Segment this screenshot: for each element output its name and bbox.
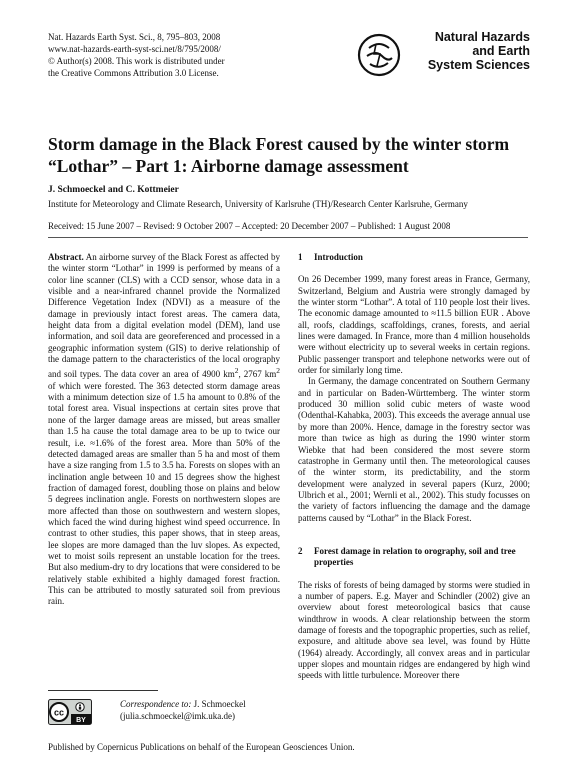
- abstract-text-b: , 2767 km: [238, 369, 277, 380]
- publisher-footer: Published by Copernicus Publications on behalf of the European Geosciences Union.: [48, 742, 355, 752]
- paper-title: [48, 133, 538, 177]
- section2-title-line1: Forest damage in relation to orography, soil and tree: [314, 545, 516, 556]
- journal-name-line3: System Sciences: [427, 58, 530, 72]
- authors: J. Schmoeckel and C. Kottmeier: [48, 185, 179, 195]
- section2-paragraph1: The risks of forests of being damaged by storms were studied in a number of papers. E.g. Mayer and Schindler (2002) give an overview about forest meteorological basics that cause windthrow in woods. A clear relationship between the storm damage of forests and the topographic properties, such as relief, exposure, and altitude above sea level, was found by Hütte (1964) already. Accordingly, all convex areas and in particular upper slopes and mountain ridges are endangered by high wind speeds with little turbulence. Moreover there: [298, 579, 530, 681]
- correspondence-divider: [48, 690, 158, 691]
- header-divider: [48, 237, 528, 238]
- section1-heading: [298, 252, 530, 263]
- svg-text:cc: cc: [53, 707, 65, 718]
- body-column: [298, 252, 530, 682]
- abstract-text-c: of which were forested. The 363 detected storm damage areas with a minimum detection size of 1.5 ha amount to 0.8% of the total forest area. Visual inspections at certain sites prove that none of the larger damage areas are missed, but areas smaller than 1.5 ha cause the total damage area to be up to twice our result, i.e. ≈1.6% of the forest area. More than 50% of the detected damaged areas are smaller than 5 ha and most of them have a size ranging from 1.5 to 3.5 ha. Forests on slopes with an inclination angle between 10 and 15 degrees show the highest fraction of damaged forest, doubling those on plains and below 5 degrees inclination angle. Forests on northwestern slopes are more affected than those on southwestern and western slopes, which faced the wind during highest wind speed occurrence. In contrast to other studies, this paper shows, that in steep areas, lee slopes are more damaged than the luv slopes. As expected, wet to moist soils represent an unstable location for the trees. But also medium-dry to dry locations that were considered to be relatively stable exhibited a highly damaged forest fraction. This can be attributed to mostly saturated soil from previous rain.: [48, 380, 280, 607]
- url-line: www.nat-hazards-earth-syst-sci.net/8/795/2008/: [48, 44, 221, 54]
- section1-number: 1: [298, 252, 303, 262]
- section2-number: 2: [298, 545, 303, 556]
- journal-name-line2: and Earth: [472, 44, 530, 58]
- section2-heading: [298, 546, 530, 569]
- copyright-line: © Author(s) 2008. This work is distributed under: [48, 56, 225, 66]
- abstract-column: [48, 252, 280, 608]
- journal-logo-icon: [356, 32, 402, 78]
- creative-commons-license-icon: [48, 699, 92, 725]
- section2-title-line2: properties: [314, 557, 354, 568]
- license-line: the Creative Commons Attribution 3.0 License.: [48, 68, 219, 78]
- journal-name-line1: Natural Hazards: [434, 30, 530, 44]
- journal-name: [400, 30, 530, 72]
- abstract-sup-2: 2: [276, 366, 280, 376]
- correspondence-name: J. Schmoeckel: [193, 699, 246, 709]
- paper-title-line2: “Lothar” – Part 1: Airborne damage assessment: [48, 156, 409, 176]
- citation-line: Nat. Hazards Earth Syst. Sci., 8, 795–803, 2008: [48, 32, 221, 42]
- abstract-text-a: An airborne survey of the Black Forest as affected by the winter storm “Lothar” in 1999 is performed by means of a color line scanner (CLS) with a CCD sensor, whose data in a visible and a near-infrared channel provide the Normalized Difference Vegetation Index (NDVI) as a measure of the damage in previously intact forest areas. The camera data, height data from a digital evelation model (DEM), land use information, and soil data are georeferenced and processed in a geographic information system (GIS) to derive relationship of the damage pattern to the characteristics of the local orography and soil types. The data cover an area of 4900 km: [48, 252, 280, 380]
- affiliation: Institute for Meteorology and Climate Research, University of Karlsruhe (TH)/Research Center Karlsruhe, Germany: [48, 199, 468, 209]
- license-badge-text: BY: [76, 717, 86, 724]
- section1-title: Introduction: [314, 252, 363, 262]
- section1-paragraph2: In Germany, the damage concentrated on Southern Germany and in particular on Baden-Württemberg. The winter storm produced 30 million solid cubic meters of waste wood (Odenthal-Kahabka, 2003). This exceeds the average annual use by more than 200%. Hence, damage in the forestry sector was more than twice as high as during the 1990 winter storm Wiebke that had been considered the most severe storm catastrophe in Germany until then. The meteorological causes of the winter storm, its predictability, and the storm development were analyzed in several papers (Kurz, 2000; Ulbrich et al., 2001; Wernli et al., 2002). This study focusses on the variety of factors influencing the damage and the damage patterns caused by “Lothar” in the Black Forest.: [298, 376, 530, 523]
- abstract-sup-1: 2: [234, 366, 239, 376]
- abstract-label: Abstract.: [48, 252, 84, 262]
- correspondence-email[interactable]: (julia.schmoeckel@imk.uka.de): [120, 711, 236, 721]
- correspondence-block: [120, 698, 246, 722]
- received-dates: Received: 15 June 2007 – Revised: 9 October 2007 – Accepted: 20 December 2007 – Published: 1 August 2008: [48, 221, 451, 231]
- paper-title-line1: Storm damage in the Black Forest caused by the winter storm: [48, 134, 510, 154]
- section1-paragraph1: On 26 December 1999, many forest areas in France, Germany, Switzerland, Belgium and Austria were strongly damaged by the winter storm “Lothar”. A total of 110 people lost their lives. The economic damage amounted to ≈11.5 billion EUR . Above all, roofs, claddings, scaffoldings, cranes, forests, and aerial lines were damaged. In France, more than 4 million households were without electricity up to several weeks in certain regions. Public passenger transport and telephone networks were out of order for similarly long time.: [298, 274, 530, 376]
- correspondence-label: Correspondence to:: [120, 699, 192, 709]
- citation-block: [48, 31, 298, 79]
- abstract-paragraph: [48, 252, 280, 608]
